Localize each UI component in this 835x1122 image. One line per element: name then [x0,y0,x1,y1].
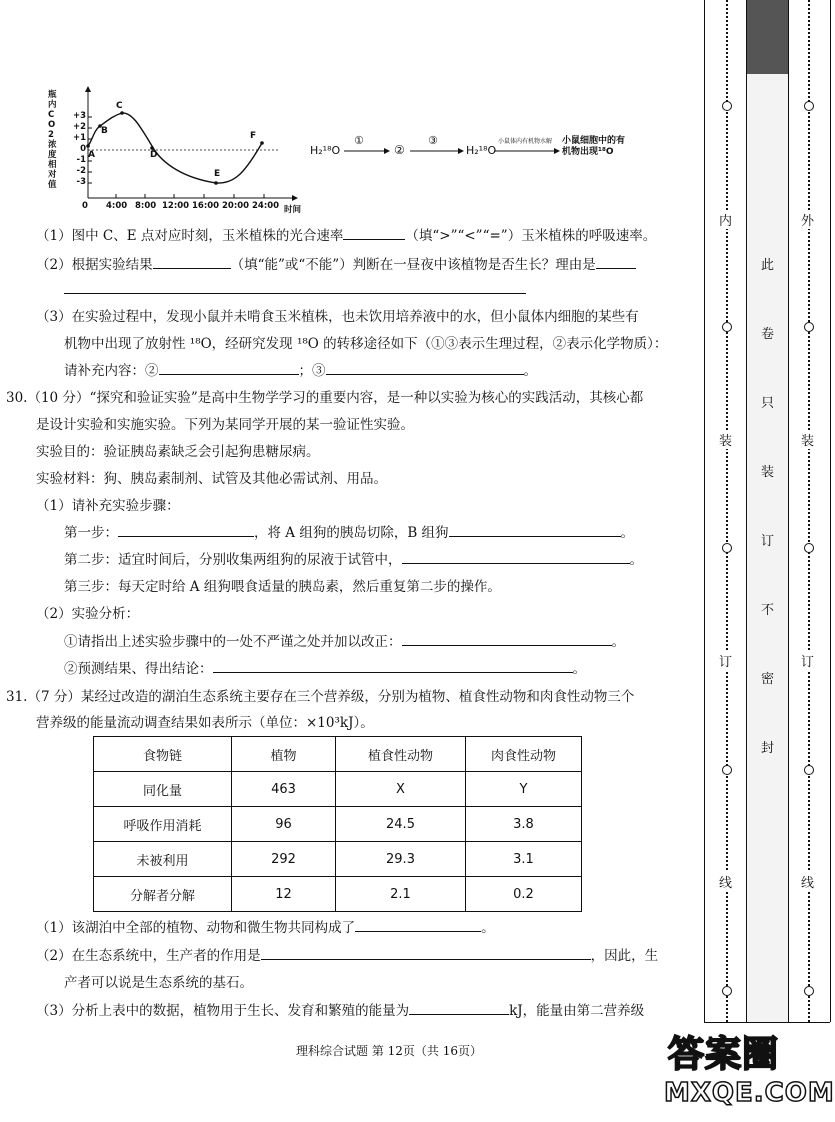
answer-blank[interactable] [326,362,524,375]
table-cell: 24.5 [336,807,466,842]
y-tick: -3 [76,177,86,187]
binding-notice-char: 订 [761,534,775,549]
co2-chart [44,86,314,218]
answer-blank[interactable] [596,256,636,269]
q30-line2: 是设计实验和实施实验。下列为某同学开展的某一验证性实验。 [36,417,414,433]
watermark-logo [664,1026,835,1116]
x-tick: 16:00 [192,201,220,211]
q30-analysis: （2）实验分析： [36,606,140,622]
binding-notice-char: 不 [761,603,775,618]
answer-blank[interactable] [402,551,630,564]
binding-inner-label: 装 [719,430,732,449]
point-label-b: B [101,126,108,136]
table-cell: 未被利用 [94,842,232,877]
binding-hole [804,986,814,996]
x-tick: 8:00 [135,201,157,211]
watermark-url: MXQE.COM [664,1078,835,1108]
y-tick: 0 [80,144,86,154]
binding-notice-char: 封 [761,741,775,756]
q31-line1: 31.（7 分）某经过改造的湖泊生态系统主要存在三个营养级，分别为植物、植食性动物和肉食性动物三个 [6,689,635,705]
answer-blank[interactable] [159,362,299,375]
answer-blank[interactable] [213,660,573,673]
table-cell: 3.8 [466,807,582,842]
table-cell: 3.1 [466,842,582,877]
table-cell: 292 [232,842,336,877]
q31-part3: （3）分析上表中的数据，植物用于生长、发育和繁殖的能量为 kJ，能量由第二营养级 [36,1003,645,1019]
q29-part3-line2: 机物中出现了放射性 ¹⁸O，经研究发现 ¹⁸O 的转移途径如下（①③表示生理过程，②表示化学物质）： [64,336,668,352]
binding-notice-char: 卷 [761,327,775,342]
table-cell: 0.2 [466,877,582,912]
x-tick: 0 [82,201,88,211]
answer-blank[interactable] [343,227,405,240]
binding-inner-label: 内 [719,210,732,229]
table-cell: 96 [232,807,336,842]
table-cell: 同化量 [94,772,232,807]
binding-outer-label: 订 [801,651,814,670]
binding-hole [804,322,814,332]
pathway-step3: ③ [428,134,438,147]
pathway-step1: ① [354,134,364,147]
binding-hole [722,986,732,996]
q29-part1: （1）图中 C、E 点对应时刻，玉米植株的光合速率 （填“>”“<”“=”）玉米植株的呼吸速率。 [36,228,657,244]
table-header: 植食性动物 [336,737,466,772]
binding-hole [722,543,732,553]
answer-blank[interactable] [261,947,591,960]
binding-inner-label: 线 [719,872,732,891]
answer-blank[interactable] [402,633,612,646]
q30-step2: 第二步：适宜时间后，分别收集两组狗的尿液于试管中， 。 [64,552,643,568]
x-ticks [116,194,264,198]
pathway-final: 小鼠细胞中的有机物出现¹⁸O [562,136,626,157]
answer-blank[interactable] [118,524,254,537]
q30-line5: （1）请补充实验步骤： [36,498,180,514]
table-row [94,877,582,912]
table-cell: 29.3 [336,842,466,877]
answer-blank[interactable] [355,919,481,932]
binding-notice-char: 只 [761,396,775,411]
binding-notice-char: 装 [761,465,775,480]
pathway-start: H₂¹⁸O [310,144,341,157]
table-cell: 463 [232,772,336,807]
binding-outer-label: 装 [801,430,814,449]
y-tick-labels [66,111,86,188]
y-tick: -2 [76,166,86,176]
binding-notice-char: 密 [761,672,775,687]
q31-line2: 营养级的能量流动调查结果如表所示（单位：×10³kJ）。 [36,715,374,731]
x-axis-arrow [292,195,298,201]
q30-step1: 第一步： ，将 A 组狗的胰岛切除，B 组狗 。 [64,525,635,541]
table-header: 植物 [232,737,336,772]
binding-hole [722,101,732,111]
y-axis-arrow [85,86,91,92]
point-label-a: A [88,150,95,160]
table-cell: Y [466,772,582,807]
answer-blank[interactable] [409,1002,509,1015]
q30-line4: 实验材料：狗、胰岛素制剂、试管及其他必需试剂、用品。 [36,471,387,487]
o18-pathway [308,134,628,170]
table-cell: 12 [232,877,336,912]
chart-ylabel: 瓶内CO2浓度相对值 [48,90,57,190]
q29-part3-line1: （3）在实验过程中，发现小鼠并未啃食玉米植株，也未饮用培养液中的水，但小鼠体内细胞的某些有 [36,309,639,325]
binding-hole [722,322,732,332]
binding-hole [804,101,814,111]
watermark-logo-text: 答案圈 [668,1034,780,1075]
table-row [94,772,582,807]
binding-hole [804,543,814,553]
point-label-e: E [214,169,221,179]
q29-part2: （2）根据实验结果 （填“能”或“不能”）判断在一昼夜中该植物是否生长？理由是 [36,256,636,274]
pathway-end: H₂¹⁸O [466,144,497,157]
pathway-mid: ② [394,143,405,157]
binding-outer-label: 线 [801,872,814,891]
table-header: 食物链 [94,737,232,772]
q31-part1: （1）该湖泊中全部的植物、动物和微生物共同构成了 。 [36,920,495,936]
q30-analysis-1: ①请指出上述实验步骤中的一处不严谨之处并加以改正： 。 [64,634,625,650]
energy-flow-table [93,736,582,912]
binding-outer-label: 外 [801,210,814,229]
x-tick: 20:00 [222,201,250,211]
point-label-c: C [116,101,123,111]
y-tick: +2 [72,122,86,132]
y-tick: +1 [72,133,86,143]
table-row [94,842,582,877]
q30-step3: 第三步：每天定时给 A 组狗喂食适量的胰岛素，然后重复第二步的操作。 [64,579,501,595]
binding-notice-char: 此 [761,258,775,273]
table-row [94,807,582,842]
q30-line3: 实验目的：验证胰岛素缺乏会引起狗患糖尿病。 [36,444,320,460]
table-cell: 呼吸作用消耗 [94,807,232,842]
binding-hole [722,765,732,775]
table-header-row [94,737,582,772]
page-footer: 理科综合试题 第 12页（共 16页） [296,1044,482,1058]
curve-points [86,111,264,185]
x-tick: 12:00 [162,201,190,211]
co2-curve [88,113,262,183]
pathway-note: 小鼠体内有机物水解 [498,138,553,145]
table-cell: 2.1 [336,877,466,912]
answer-blank[interactable] [449,524,621,537]
x-tick: 4:00 [106,201,128,211]
answer-blank[interactable] [153,256,231,269]
table-header: 肉食性动物 [466,737,582,772]
x-axis-label: 时间 [284,205,302,215]
answer-line[interactable] [64,293,526,294]
y-tick: -1 [76,155,86,165]
binding-inner-label: 订 [719,651,732,670]
point-label-f: F [250,131,257,141]
table-cell: X [336,772,466,807]
binding-hole [804,765,814,775]
q30-analysis-2: ②预测结果、得出结论： 。 [64,661,586,677]
y-tick: +3 [72,111,86,121]
q31-part2: （2）在生态系统中，生产者的作用是 ，因此，生 [36,948,659,964]
q30-line1: 30.（10 分）“探究和验证实验”是高中生物学学习的重要内容，是一种以实验为核心的实践活动，其核心都 [6,390,644,406]
x-tick: 24:00 [252,201,280,211]
table-cell: 分解者分解 [94,877,232,912]
binding-shade [747,0,788,74]
q29-part3-line3: 请补充内容：② ；③ 。 [64,363,537,379]
point-label-d: D [150,150,158,160]
q31-part2-cont: 产者可以说是生态系统的基石。 [64,975,253,991]
